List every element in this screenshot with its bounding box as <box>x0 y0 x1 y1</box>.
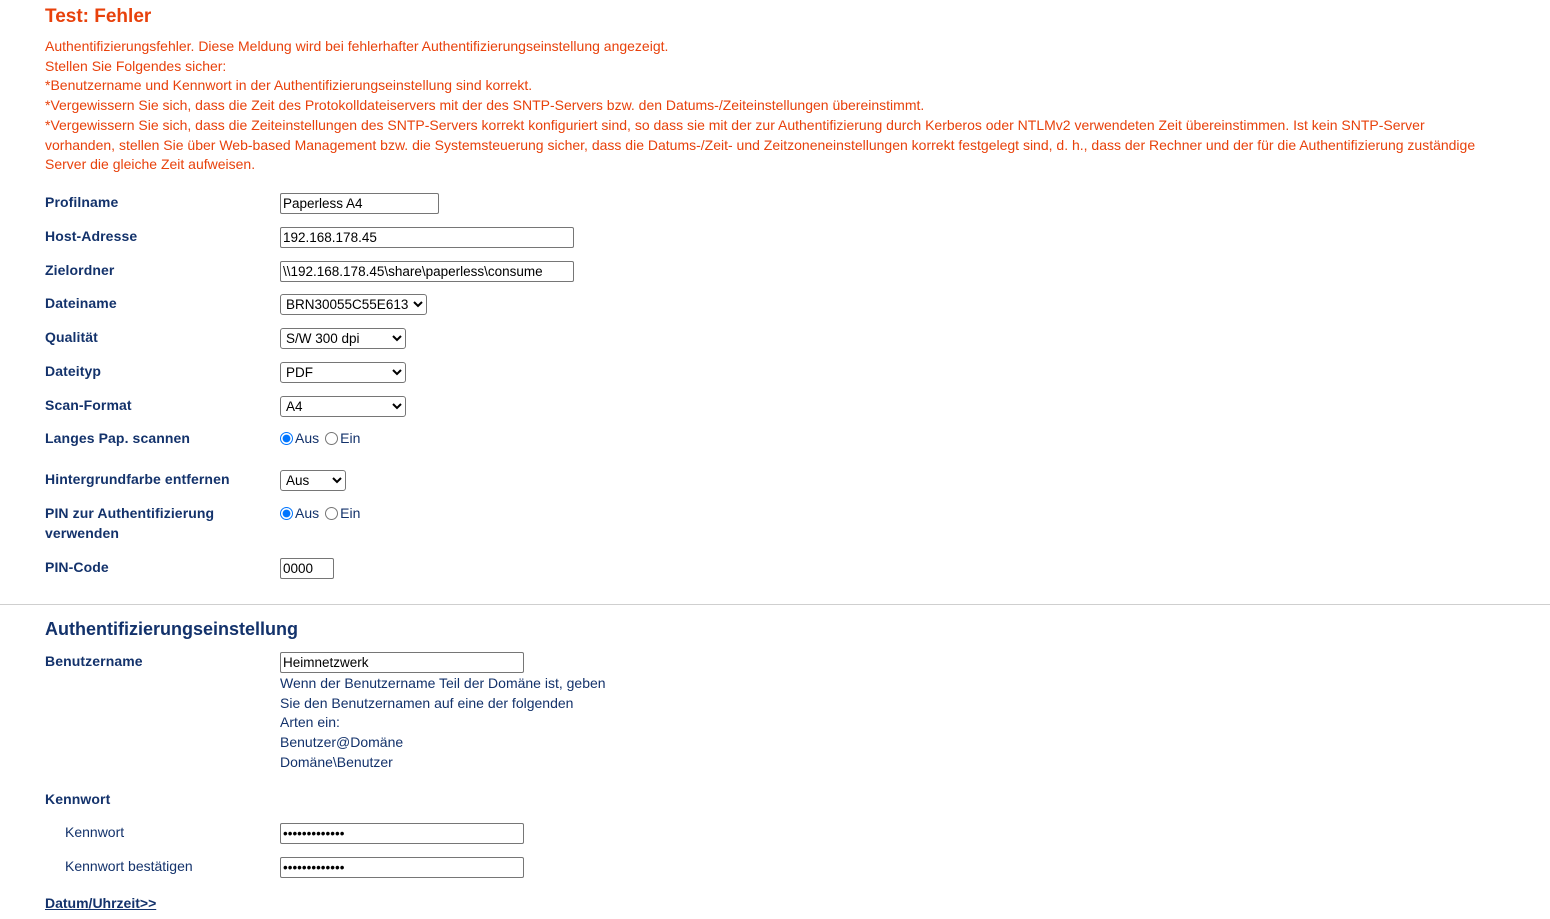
host-address-label: Host-Adresse <box>45 228 138 244</box>
pin-auth-label-line2: verwenden <box>45 525 120 541</box>
error-line: Stellen Sie Folgendes sicher: <box>45 57 227 74</box>
long-paper-off-radio[interactable] <box>280 432 293 445</box>
remove-background-label: Hintergrundfarbe entfernen <box>45 471 230 487</box>
pin-auth-off-label: Aus <box>295 505 320 521</box>
long-paper-on-radio[interactable] <box>325 432 338 445</box>
scan-format-label: Scan-Format <box>45 397 132 413</box>
pin-auth-radio-group <box>280 503 366 523</box>
filetype-label: Dateityp <box>45 363 102 379</box>
profilname-label: Profilname <box>45 194 119 210</box>
error-message <box>45 37 1485 175</box>
pin-auth-on-radio[interactable] <box>325 507 338 520</box>
target-folder-label: Zielordner <box>45 262 115 278</box>
pin-code-input[interactable] <box>280 558 334 579</box>
filename-select[interactable] <box>280 294 427 315</box>
host-address-input[interactable] <box>280 227 574 248</box>
auth-section-title: Authentifizierungseinstellung <box>45 619 299 639</box>
hint-line: Domäne\Benutzer <box>280 753 393 770</box>
quality-select[interactable] <box>280 328 406 349</box>
password-confirm-label: Kennwort bestätigen <box>65 858 193 874</box>
password-confirm-input[interactable] <box>280 857 524 878</box>
error-line: *Benutzername und Kennwort in der Authentifizierungseinstellung sind korrekt. <box>45 77 533 94</box>
pin-auth-on-option[interactable] <box>325 505 360 521</box>
long-paper-on-label: Ein <box>340 430 361 446</box>
profilname-input[interactable] <box>280 193 439 214</box>
pin-auth-off-radio[interactable] <box>280 507 293 520</box>
error-line: *Vergewissern Sie sich, dass die Zeiteinstellungen des SNTP-Servers korrekt konfiguriert sind, so dass sie mit der zur Authentifizierung durch Kerberos oder NTLMv2 verwendeten Zeit übereinstimmen. Ist kein SNTP-Server vorhanden, stellen Sie über Web-based Management bzw. die Systemsteuerung sicher, dass die Datums-/Zeit- und Zeitzoneneinstellungen korrekt festgelegt sind, d. h., dass der Rechner und der für die Authentifizierung zuständige Server die gleiche Zeit aufweisen. <box>45 116 1476 173</box>
password-heading: Kennwort <box>45 791 111 807</box>
username-input[interactable] <box>280 652 524 673</box>
long-paper-label: Langes Pap. scannen <box>45 430 191 446</box>
hint-line: Wenn der Benutzername Teil der Domäne ist, geben <box>280 675 606 691</box>
remove-background-select[interactable] <box>280 470 346 491</box>
long-paper-off-option[interactable] <box>280 430 319 446</box>
long-paper-radio-group <box>280 428 366 448</box>
hint-line: Benutzer@Domäne <box>280 734 404 751</box>
pin-auth-off-option[interactable] <box>280 505 319 521</box>
hint-line: Sie den Benutzernamen auf eine der folgenden <box>280 694 574 711</box>
long-paper-off-label: Aus <box>295 430 320 446</box>
pin-auth-label <box>45 503 214 543</box>
quality-label: Qualität <box>45 329 98 345</box>
datetime-link[interactable]: Datum/Uhrzeit>> <box>45 895 157 911</box>
error-title: Test: Fehler <box>45 6 152 27</box>
hint-line: Arten ein: <box>280 714 340 731</box>
scan-format-select[interactable] <box>280 396 406 417</box>
target-folder-input[interactable] <box>280 261 574 282</box>
long-paper-on-option[interactable] <box>325 430 360 446</box>
username-hint <box>280 674 640 773</box>
pin-auth-label-line1: PIN zur Authentifizierung <box>45 505 215 521</box>
filetype-select[interactable] <box>280 362 406 383</box>
pin-auth-on-label: Ein <box>340 505 361 521</box>
pin-code-label: PIN-Code <box>45 559 109 575</box>
section-divider <box>0 604 1550 605</box>
username-label: Benutzername <box>45 653 143 669</box>
error-line: *Vergewissern Sie sich, dass die Zeit des Protokolldateiservers mit der des SNTP-Servers bzw. den Datums-/Zeiteinstellungen übereinstimmt. <box>45 97 925 114</box>
filename-label: Dateiname <box>45 295 117 311</box>
password-label: Kennwort <box>65 824 125 840</box>
error-line: Authentifizierungsfehler. Diese Meldung wird bei fehlerhafter Authentifizierungseinstellung angezeigt. <box>45 38 669 54</box>
password-input[interactable] <box>280 823 524 844</box>
